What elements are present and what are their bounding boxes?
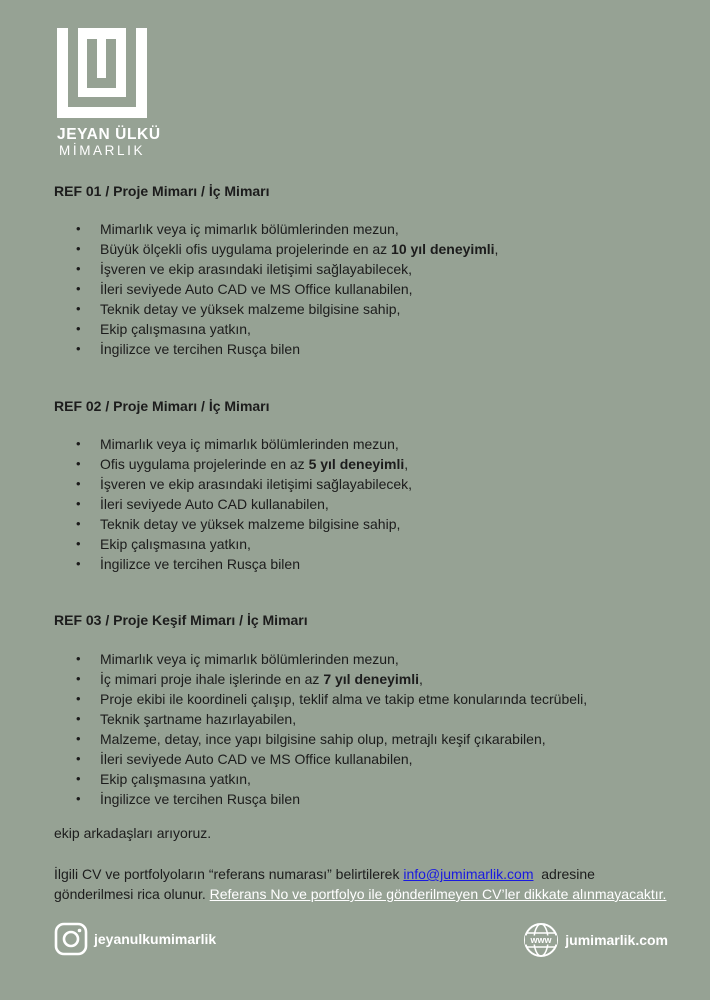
bullet-icon: • [76,241,81,256]
bullet-icon: • [76,321,81,336]
email-link[interactable]: info@jumimarlik.com [403,866,534,882]
ref-02-title: REF 02 / Proje Mimarı / İç Mimarı [54,398,270,414]
ref-01-title: REF 01 / Proje Mimarı / İç Mimarı [54,183,270,199]
ref-02-requirements [54,434,412,574]
list-item: • Mimarlık veya iç mimarlık bölümlerinden mezun, [76,436,399,452]
bullet-icon: • [76,436,81,451]
bullet-icon: • [76,651,81,666]
list-item: • İşveren ve ekip arasındaki iletişimi sağlayabilecek, [76,476,413,492]
bullet-icon: • [76,301,81,316]
list-item: • İngilizce ve tercihen Rusça bilen [76,556,300,572]
list-item: • Ofis uygulama projelerinde en az 5 yıl deneyimli, [76,456,409,472]
logo-subtitle: MİMARLIK [59,143,146,158]
instagram-icon [54,922,88,956]
apply-line-1 [54,864,595,884]
website-link[interactable] [523,922,668,958]
bullet-icon: • [76,341,81,356]
bullet-icon: • [76,671,81,686]
company-logo [57,28,161,158]
bullet-icon: • [76,456,81,471]
bullet-icon: • [76,711,81,726]
bullet-icon: • [76,221,81,236]
list-item: • İşveren ve ekip arasındaki iletişimi sağlayabilecek, [76,261,413,277]
ref-01-requirements [54,219,498,359]
bullet-icon: • [76,261,81,276]
list-item: • Mimarlık veya iç mimarlık bölümlerinden mezun, [76,651,399,667]
instagram-link[interactable] [54,922,216,956]
apply-text: İlgili CV ve portfolyoların “referans numarası” belirtilerek [54,866,404,882]
list-item: • Ekip çalışmasına yatkın, [76,771,251,787]
bullet-icon: • [76,281,81,296]
bullet-icon: • [76,751,81,766]
bullet-icon: • [76,791,81,806]
list-item: • Mimarlık veya iç mimarlık bölümlerinden mezun, [76,221,399,237]
apply-note: Referans No ve portfolyo ile gönderilmeyen CV’ler dikkate alınmayacaktır. [209,886,667,902]
list-item: • Ekip çalışmasına yatkın, [76,536,251,552]
list-item: • İç mimari proje ihale işlerinde en az 7 yıl deneyimli, [76,671,423,687]
globe-icon [523,922,559,958]
bullet-icon: • [76,516,81,531]
bullet-icon: • [76,536,81,551]
ref-03-requirements [54,649,587,809]
list-item: • İngilizce ve tercihen Rusça bilen [76,791,300,807]
ref-02-section [54,398,674,572]
instagram-handle: jeyanulkumimarlik [94,931,217,947]
bullet-icon: • [76,496,81,511]
apply-text: gönderilmesi rica olunur. [54,886,210,902]
list-item: • Teknik detay ve yüksek malzeme bilgisine sahip, [76,516,401,532]
list-item: • Büyük ölçekli ofis uygulama projelerinde en az 10 yıl deneyimli, [76,241,499,257]
list-item: • İleri seviyede Auto CAD kullanabilen, [76,496,329,512]
bullet-icon: • [76,691,81,706]
globe-www-label: www [530,935,552,945]
list-item: • Proje ekibi ile koordineli çalışıp, teklif alma ve takip etme konularında tecrübeli, [76,691,588,707]
bullet-icon: • [76,771,81,786]
logo-mark-icon [57,28,147,118]
closing-text: ekip arkadaşları arıyoruz. [54,825,212,841]
list-item: • Teknik detay ve yüksek malzeme bilgisine sahip, [76,301,401,317]
bullet-icon: • [76,476,81,491]
bullet-icon: • [76,556,81,571]
list-item: • Teknik şartname hazırlayabilen, [76,711,297,727]
list-item: • İngilizce ve tercihen Rusça bilen [76,341,300,357]
website-url: jumimarlik.com [565,932,668,948]
ref-01-section [54,183,674,357]
apply-line-2 [54,884,666,904]
ref-03-section [54,612,674,807]
list-item: • Malzeme, detay, ince yapı bilgisine sahip olup, metrajlı keşif çıkarabilen, [76,731,546,747]
apply-text-suffix: adresine [533,866,595,882]
ref-03-title: REF 03 / Proje Keşif Mimarı / İç Mimarı [54,612,308,628]
list-item: • İleri seviyede Auto CAD ve MS Office kullanabilen, [76,751,413,767]
bullet-icon: • [76,731,81,746]
list-item: • Ekip çalışmasına yatkın, [76,321,251,337]
list-item: • İleri seviyede Auto CAD ve MS Office kullanabilen, [76,281,413,297]
logo-name: JEYAN ÜLKÜ [57,126,161,143]
